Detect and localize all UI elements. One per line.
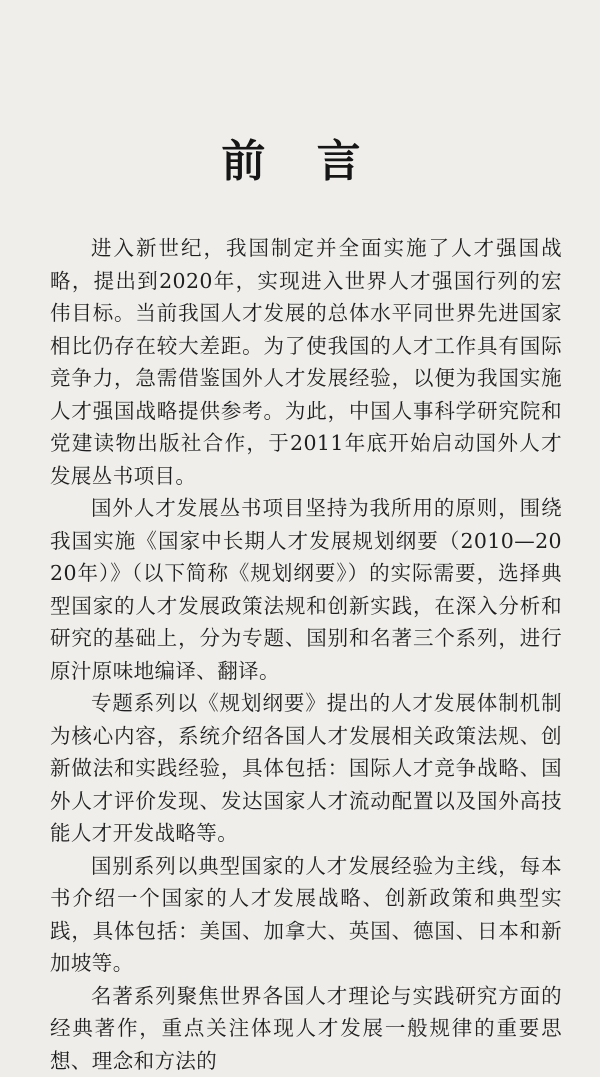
page-title: 前 言 <box>0 140 600 184</box>
paragraph-3: 专题系列以《规划纲要》提出的人才发展体制机制为核心内容，系统介绍各国人才发展相关政策法规、创新做法和实践经验，具体包括：国际人才竞争战略、国外人才评价发现、发达国家人才流动配置以及国外高技能人才开发战略等。 <box>50 687 562 850</box>
paragraph-2: 国外人才发展丛书项目坚持为我所用的原则，围绕我国实施《国家中长期人才发展规划纲要（2010—2020年）》（以下简称《规划纲要》）的实际需要，选择典型国家的人才发展政策法规和创新实践，在深入分析和研究的基础上，分为专题、国别和名著三个系列，进行原汁原味地编译、翻译。 <box>50 492 562 687</box>
paragraph-1: 进入新世纪，我国制定并全面实施了人才强国战略，提出到2020年，实现进入世界人才强国行列的宏伟目标。当前我国人才发展的总体水平同世界先进国家相比仍存在较大差距。为了使我国的人才工作具有国际竞争力，急需借鉴国外人才发展经验，以便为我国实施人才强国战略提供参考。为此，中国人事科学研究院和党建读物出版社合作，于2011年底开始启动国外人才发展丛书项目。 <box>50 232 562 492</box>
page-body <box>50 232 562 1077</box>
paragraph-4: 国别系列以典型国家的人才发展经验为主线，每本书介绍一个国家的人才发展战略、创新政策和典型实践，具体包括：美国、加拿大、英国、德国、日本和新加坡等。 <box>50 850 562 980</box>
paragraph-5: 名著系列聚焦世界各国人才理论与实践研究方面的经典著作，重点关注体现人才发展一般规律的重要思想、理念和方法的 <box>50 980 562 1077</box>
